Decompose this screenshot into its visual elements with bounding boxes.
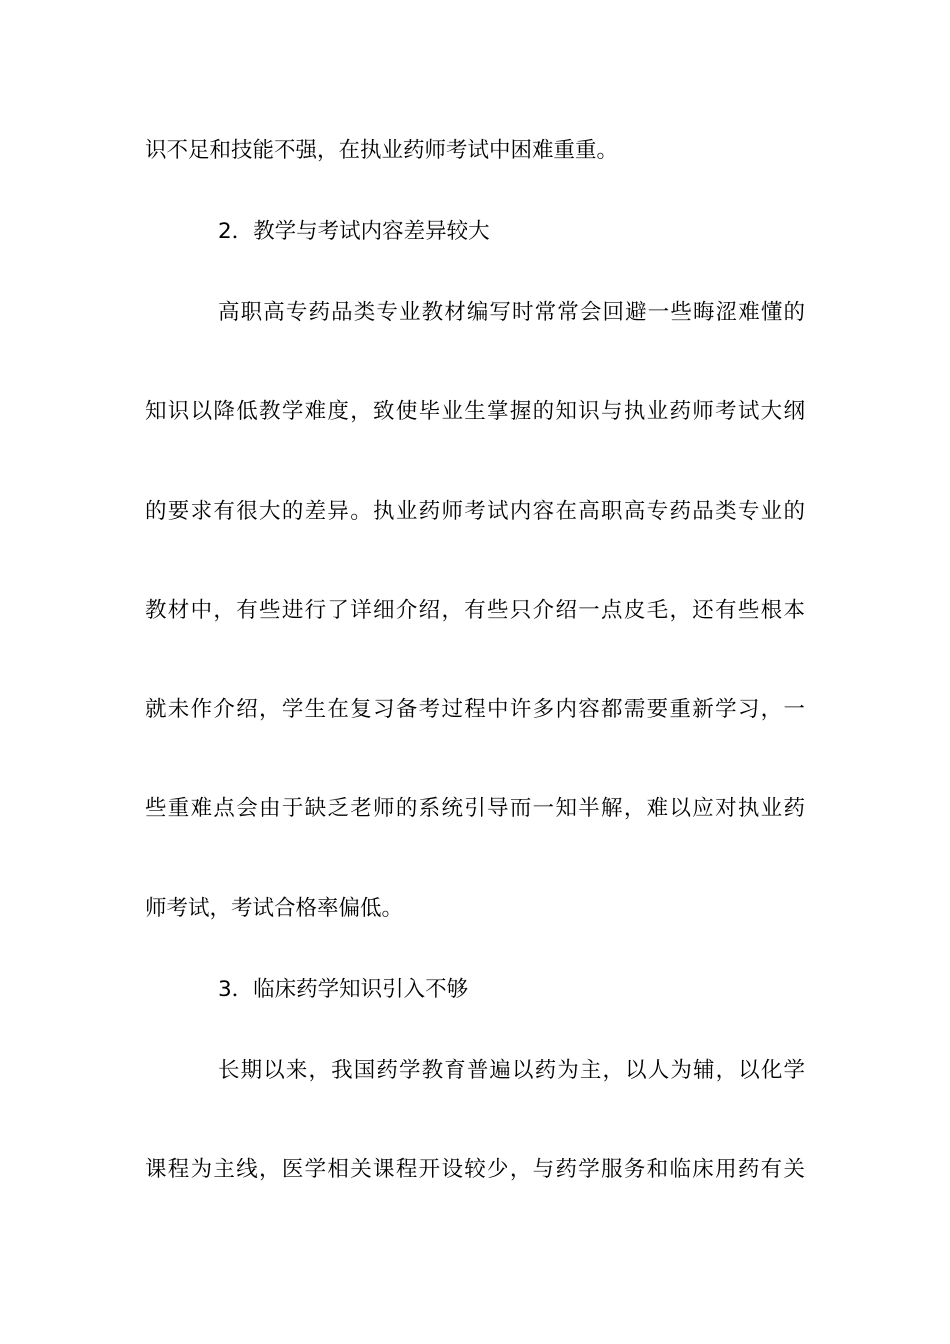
paragraph-line: 教材中，有些进行了详细介绍，有些只介绍一点皮毛，还有些根本	[145, 598, 805, 623]
paragraph-line: 就未作介绍，学生在复习备考过程中许多内容都需要重新学习，一	[145, 697, 805, 722]
paragraph-line: 识不足和技能不强，在执业药师考试中困难重重。	[145, 138, 619, 163]
section-heading: 2．教学与考试内容差异较大	[218, 219, 490, 244]
paragraph-line: 师考试，考试合格率偏低。	[145, 896, 404, 921]
paragraph-line: 的要求有很大的差异。执业药师考试内容在高职高专药品类专业的	[145, 499, 805, 524]
paragraph-line: 些重难点会由于缺乏老师的系统引导而一知半解，难以应对执业药	[145, 796, 805, 821]
paragraph-line: 长期以来，我国药学教育普遍以药为主，以人为辅，以化学	[218, 1058, 805, 1083]
section-heading: 3．临床药学知识引入不够	[218, 977, 469, 1002]
paragraph-line: 高职高专药品类专业教材编写时常常会回避一些晦涩难懂的	[218, 300, 805, 325]
paragraph-line: 知识以降低教学难度，致使毕业生掌握的知识与执业药师考试大纲	[145, 399, 805, 424]
paragraph-line: 课程为主线，医学相关课程开设较少，与药学服务和临床用药有关	[145, 1157, 805, 1182]
